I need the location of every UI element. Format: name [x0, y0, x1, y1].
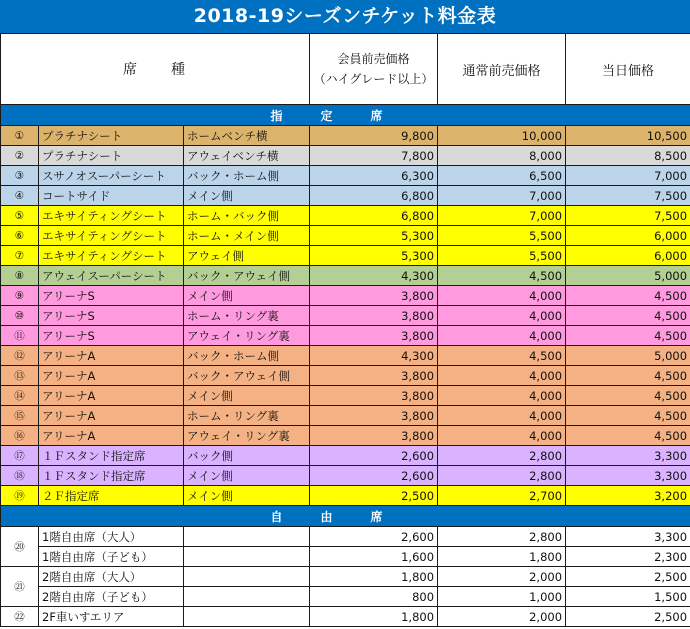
reserved-seat-row [1, 386, 690, 406]
seat-area: メイン側 [184, 286, 310, 306]
member-price: 3,800 [310, 286, 438, 306]
regular-price: 4,000 [438, 426, 566, 446]
seat-area: アウェイ・リング裏 [184, 426, 310, 446]
reserved-seat-row [1, 166, 690, 186]
row-number: ③ [1, 166, 39, 186]
member-price: 3,800 [310, 306, 438, 326]
free-section-row [1, 506, 690, 527]
same-day-price: 7,500 [566, 206, 690, 226]
seat-area: ホーム・リング裏 [184, 306, 310, 326]
regular-price: 7,000 [438, 186, 566, 206]
seat-area [184, 547, 310, 567]
row-number: ⑤ [1, 206, 39, 226]
row-number: ㉑ [1, 567, 39, 607]
seat-name: エキサイティングシート [39, 226, 184, 246]
seat-name: 1階自由席（子ども） [39, 547, 184, 567]
free-seat-row [1, 567, 690, 587]
regular-price: 4,000 [438, 366, 566, 386]
seat-area: バック側 [184, 446, 310, 466]
seat-name: エキサイティングシート [39, 246, 184, 266]
seat-area: メイン側 [184, 186, 310, 206]
row-number: ⑮ [1, 406, 39, 426]
same-day-price: 5,000 [566, 266, 690, 286]
same-day-price: 4,500 [566, 406, 690, 426]
seat-area: アウェイベンチ横 [184, 146, 310, 166]
member-price: 3,800 [310, 406, 438, 426]
free-section-label: 自由席 [1, 506, 690, 527]
same-day-price: 3,300 [566, 466, 690, 486]
regular-price: 2,700 [438, 486, 566, 506]
regular-price: 2,000 [438, 567, 566, 587]
seat-name: 2F車いすエリア [39, 607, 184, 627]
seat-area: バック・アウェイ側 [184, 366, 310, 386]
row-number: ⑯ [1, 426, 39, 446]
member-price: 5,300 [310, 246, 438, 266]
regular-price: 2,000 [438, 607, 566, 627]
row-number: ㉒ [1, 607, 39, 627]
same-day-price: 2,300 [566, 547, 690, 567]
row-number: ⑪ [1, 326, 39, 346]
reserved-seat-row [1, 426, 690, 446]
regular-price: 4,000 [438, 386, 566, 406]
seat-name: スサノオスーパーシート [39, 166, 184, 186]
row-number: ⑦ [1, 246, 39, 266]
seat-area [184, 567, 310, 587]
row-number: ⑲ [1, 486, 39, 506]
member-price: 2,600 [310, 466, 438, 486]
member-price: 3,800 [310, 386, 438, 406]
seat-area [184, 527, 310, 547]
seat-name: ２Ｆ指定席 [39, 486, 184, 506]
row-number: ④ [1, 186, 39, 206]
regular-price: 2,800 [438, 446, 566, 466]
same-day-price: 4,500 [566, 306, 690, 326]
reserved-seat-row [1, 326, 690, 346]
reserved-section-row [1, 105, 690, 126]
seat-area: アウェイ側 [184, 246, 310, 266]
free-seat-row [1, 547, 690, 567]
seat-area: メイン側 [184, 486, 310, 506]
seat-area: メイン側 [184, 466, 310, 486]
regular-price: 4,500 [438, 266, 566, 286]
free-seat-row [1, 607, 690, 627]
regular-price: 8,000 [438, 146, 566, 166]
member-price: 800 [310, 587, 438, 607]
regular-price: 4,000 [438, 406, 566, 426]
seat-name: 2階自由席（子ども） [39, 587, 184, 607]
header-regular-presale: 通常前売価格 [438, 34, 566, 105]
seat-name: アリーナS [39, 326, 184, 346]
regular-price: 10,000 [438, 126, 566, 146]
same-day-price: 7,500 [566, 186, 690, 206]
seat-name: アリーナA [39, 426, 184, 446]
seat-area: バック・ホーム側 [184, 346, 310, 366]
reserved-seat-row [1, 366, 690, 386]
regular-price: 4,500 [438, 346, 566, 366]
reserved-seat-row [1, 246, 690, 266]
member-price: 4,300 [310, 266, 438, 286]
regular-price: 1,800 [438, 547, 566, 567]
regular-price: 4,000 [438, 286, 566, 306]
free-seat-row [1, 587, 690, 607]
header-member-presale-line1: 会員前売価格 [337, 52, 410, 66]
regular-price: 2,800 [438, 466, 566, 486]
row-number: ⑳ [1, 527, 39, 567]
regular-price: 6,500 [438, 166, 566, 186]
seat-name: １Ｆスタンド指定席 [39, 446, 184, 466]
seat-name: コートサイド [39, 186, 184, 206]
regular-price: 7,000 [438, 206, 566, 226]
same-day-price: 4,500 [566, 366, 690, 386]
member-price: 1,800 [310, 607, 438, 627]
same-day-price: 5,000 [566, 346, 690, 366]
member-price: 4,300 [310, 346, 438, 366]
reserved-seat-row [1, 286, 690, 306]
same-day-price: 2,500 [566, 567, 690, 587]
same-day-price: 3,300 [566, 527, 690, 547]
same-day-price: 2,500 [566, 607, 690, 627]
seat-name: アリーナS [39, 286, 184, 306]
member-price: 1,800 [310, 567, 438, 587]
reserved-seat-row [1, 346, 690, 366]
reserved-seat-row [1, 466, 690, 486]
member-price: 2,500 [310, 486, 438, 506]
header-member-presale [310, 34, 438, 105]
same-day-price: 7,000 [566, 166, 690, 186]
seat-area: ホームベンチ横 [184, 126, 310, 146]
price-table [0, 33, 690, 627]
row-number: ⑭ [1, 386, 39, 406]
member-price: 3,800 [310, 326, 438, 346]
seat-area: アウェイ・リング裏 [184, 326, 310, 346]
reserved-section-label: 指定席 [1, 105, 690, 126]
seat-area: バック・ホーム側 [184, 166, 310, 186]
member-price: 5,300 [310, 226, 438, 246]
seat-name: プラチナシート [39, 126, 184, 146]
reserved-seat-row [1, 486, 690, 506]
member-price: 6,800 [310, 186, 438, 206]
reserved-seat-row [1, 266, 690, 286]
seat-area: ホーム・メイン側 [184, 226, 310, 246]
reserved-seat-row [1, 406, 690, 426]
reserved-seat-row [1, 446, 690, 466]
member-price: 7,800 [310, 146, 438, 166]
same-day-price: 4,500 [566, 286, 690, 306]
regular-price: 2,800 [438, 527, 566, 547]
same-day-price: 10,500 [566, 126, 690, 146]
reserved-seat-row [1, 226, 690, 246]
row-number: ⑬ [1, 366, 39, 386]
regular-price: 4,000 [438, 326, 566, 346]
same-day-price: 1,500 [566, 587, 690, 607]
member-price: 6,300 [310, 166, 438, 186]
reserved-seat-row [1, 146, 690, 166]
seat-area [184, 607, 310, 627]
seat-area: ホーム・リング裏 [184, 406, 310, 426]
reserved-seat-row [1, 126, 690, 146]
seat-name: アリーナA [39, 406, 184, 426]
same-day-price: 6,000 [566, 246, 690, 266]
same-day-price: 3,200 [566, 486, 690, 506]
seat-area [184, 587, 310, 607]
seat-area: ホーム・バック側 [184, 206, 310, 226]
seat-name: １Ｆスタンド指定席 [39, 466, 184, 486]
seat-name: 2階自由席（大人） [39, 567, 184, 587]
header-seat-type: 席 種 [1, 34, 310, 105]
header-row [1, 34, 690, 105]
seat-area: メイン側 [184, 386, 310, 406]
row-number: ⑰ [1, 446, 39, 466]
regular-price: 5,500 [438, 246, 566, 266]
page-title: 2018-19シーズンチケット料金表 [0, 0, 690, 33]
member-price: 6,800 [310, 206, 438, 226]
member-price: 9,800 [310, 126, 438, 146]
seat-area: バック・アウェイ側 [184, 266, 310, 286]
row-number: ① [1, 126, 39, 146]
same-day-price: 8,500 [566, 146, 690, 166]
regular-price: 4,000 [438, 306, 566, 326]
regular-price: 1,000 [438, 587, 566, 607]
same-day-price: 6,000 [566, 226, 690, 246]
seat-name: アリーナS [39, 306, 184, 326]
member-price: 1,600 [310, 547, 438, 567]
row-number: ⑩ [1, 306, 39, 326]
header-same-day: 当日価格 [566, 34, 690, 105]
seat-name: エキサイティングシート [39, 206, 184, 226]
seat-name: プラチナシート [39, 146, 184, 166]
member-price: 3,800 [310, 366, 438, 386]
reserved-seat-row [1, 306, 690, 326]
regular-price: 5,500 [438, 226, 566, 246]
row-number: ⑧ [1, 266, 39, 286]
same-day-price: 4,500 [566, 386, 690, 406]
row-number: ⑫ [1, 346, 39, 366]
seat-name: アリーナA [39, 366, 184, 386]
seat-name: アウェイスーパーシート [39, 266, 184, 286]
same-day-price: 3,300 [566, 446, 690, 466]
row-number: ② [1, 146, 39, 166]
seat-name: 1階自由席（大人） [39, 527, 184, 547]
member-price: 2,600 [310, 446, 438, 466]
same-day-price: 4,500 [566, 326, 690, 346]
same-day-price: 4,500 [566, 426, 690, 446]
row-number: ⑨ [1, 286, 39, 306]
header-member-presale-line2: （ハイグレード以上） [313, 72, 434, 86]
seat-name: アリーナA [39, 346, 184, 366]
member-price: 3,800 [310, 426, 438, 446]
free-seat-row [1, 527, 690, 547]
row-number: ⑱ [1, 466, 39, 486]
seat-name: アリーナA [39, 386, 184, 406]
reserved-seat-row [1, 206, 690, 226]
row-number: ⑥ [1, 226, 39, 246]
member-price: 2,600 [310, 527, 438, 547]
reserved-seat-row [1, 186, 690, 206]
